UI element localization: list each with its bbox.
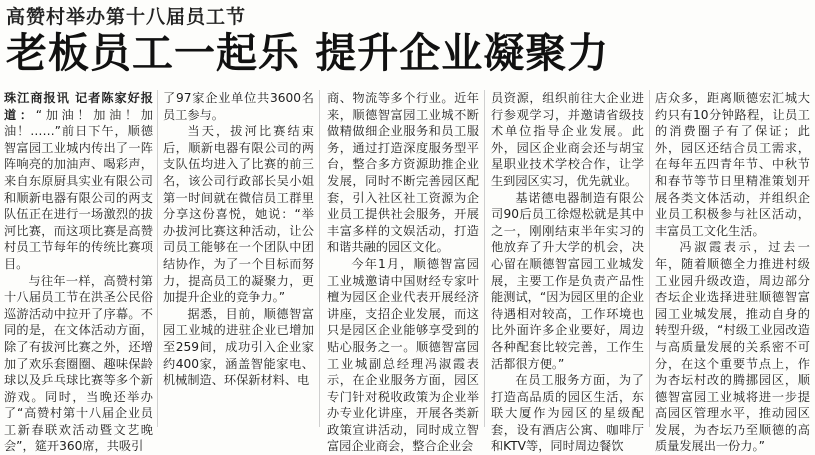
- column-divider: [319, 90, 320, 427]
- column-5-paragraph-2: 冯淑霞表示，过去一年，随着顺德全力推进村级工业园升级改造，周边部分杏坛企业选择进驻顺德智富园工业城发展，推动自身的转型升级，“村级工业园改造与高质量发展的关系密不可分，在这个重要节点上，作为杏坛村改的腾挪园区，顺德智富园工业城将进一步提高园区管理水平，推动园区发展，为杏坛乃至顺德的高质量发展出一份力。”: [655, 240, 810, 454]
- column-2-paragraph-2: 当天，拔河比赛结束后，顺新电器有限公司的两支队伍均进入了比赛的前三名，该公司行政部长吴小姐第一时间就在微信员工群里分享这份喜悦，她说：“举办拔河比赛这种活动，让公司员工能够在一个团队中团结协作，为了一个目标而努力，提高员工的凝聚力，更加提升企业的竞争力。”: [163, 124, 314, 305]
- column-3-paragraph-1: 商、物流等多个行业。近年来，顺德智富园工业城不断做精做细企业服务和员工服务，通过打造深度服务型平台，整合多方资源助推企业发展，同时不断完善园区配套，引入社区社工资源为企业员工提供社会服务，开展丰富多样的文娱活动，打造和谐共融的园区文化。: [327, 91, 479, 255]
- article-column-4: [491, 90, 644, 454]
- byline: 珠江商报讯 记者陈家好报道：: [4, 91, 153, 122]
- article-column-2: [163, 90, 314, 427]
- article-subheadline: 高赞村举办第十八届员工节: [6, 6, 247, 28]
- article-column-1: [4, 90, 153, 454]
- column-divider: [484, 90, 485, 427]
- column-4-paragraph-3: 在员工服务方面，为了打造高品质的园区生活，东联大厦作为园区的星级配套，设有酒店公寓、咖啡厅和KTV等，同时周边餐饮: [491, 373, 644, 454]
- column-1-paragraph-1: 珠江商报讯 记者陈家好报道：“加油！加油！加油！……”前日下午，顺德智富园工业城内传出了一阵阵响亮的加油声、喝彩声，来自东原厨具实业有限公司和顺新电器有限公司的两支队伍正在进行一场激烈的拔河比赛，而这项比赛是高赞村员工节每年的传统比赛项目。: [4, 91, 153, 271]
- article-column-5: [655, 90, 810, 454]
- article-headline: 老板员工一起乐 提升企业凝聚力: [6, 29, 610, 77]
- column-5-paragraph-1: 店众多，距离顺德宏汇城大约只有10分钟路程，让员工的消费圈子有了保证；此外，园区还结合员工需求，在每年五四青年节、中秋节和春节等节日里精准策划开展各类文体活动，并组织企业员工积极参与社区活动，丰富员工文化生活。: [655, 91, 810, 238]
- article-column-3: [327, 90, 479, 454]
- column-divider: [649, 90, 650, 427]
- column-divider: [157, 90, 158, 427]
- column-1-paragraph-2: 与往年一样，高赞村第十八届员工节在洪圣公民俗巡游活动中拉开了序幕。不同的是，在文体活动方面，除了有拔河比赛之外，还增加了欢乐套圈圈、趣味保龄球以及乒乓球比赛等多个新游戏。同时，当晚还举办了“高赞村第十八届企业员工新春联欢活动暨文艺晚会”，筵开360席，共吸引: [4, 273, 153, 454]
- column-4-paragraph-1: 员资源，组织前往大企业进行参观学习，并邀请省级技术单位指导企业发展。此外，园区企业商会还与胡宝星职业技术学校合作，让学生到园区实习，优先就业。: [491, 91, 644, 188]
- column-2-paragraph-3: 据悉，目前，顺德智富园工业城的进驻企业已增加至259间，成功引入企业家约400家，涵盖智能家电、机械制造、环保新材料、电: [163, 306, 314, 388]
- column-2-paragraph-1: 了97家企业单位共3600名员工参与。: [163, 91, 314, 122]
- column-4-paragraph-2: 基诺德电器制造有限公司90后员工徐煜松就是其中之一，刚刚结束半年实习的他放弃了升大学的机会，决心留在顺德智富园工业城发展，主要工作是负责产品性能测试，“因为园区里的企业待遇相对较高，工作环境也比外面许多企业要好，周边各种配套比较完善，工作生活都很方便。”: [491, 190, 644, 371]
- column-3-paragraph-2: 今年1月，顺德智富园工业城邀请中国财经专家叶檀为园区企业代表开展经济讲座，支招企业发展，而这只是园区企业能够享受到的贴心服务之一。顺德智富园工业城副总经理冯淑霞表示，在企业服务方面，园区专门针对税收政策为企业举办专业化讲座，开展各类新政策宣讲活动，同时成立智富园企业商会，整合企业会: [327, 256, 479, 454]
